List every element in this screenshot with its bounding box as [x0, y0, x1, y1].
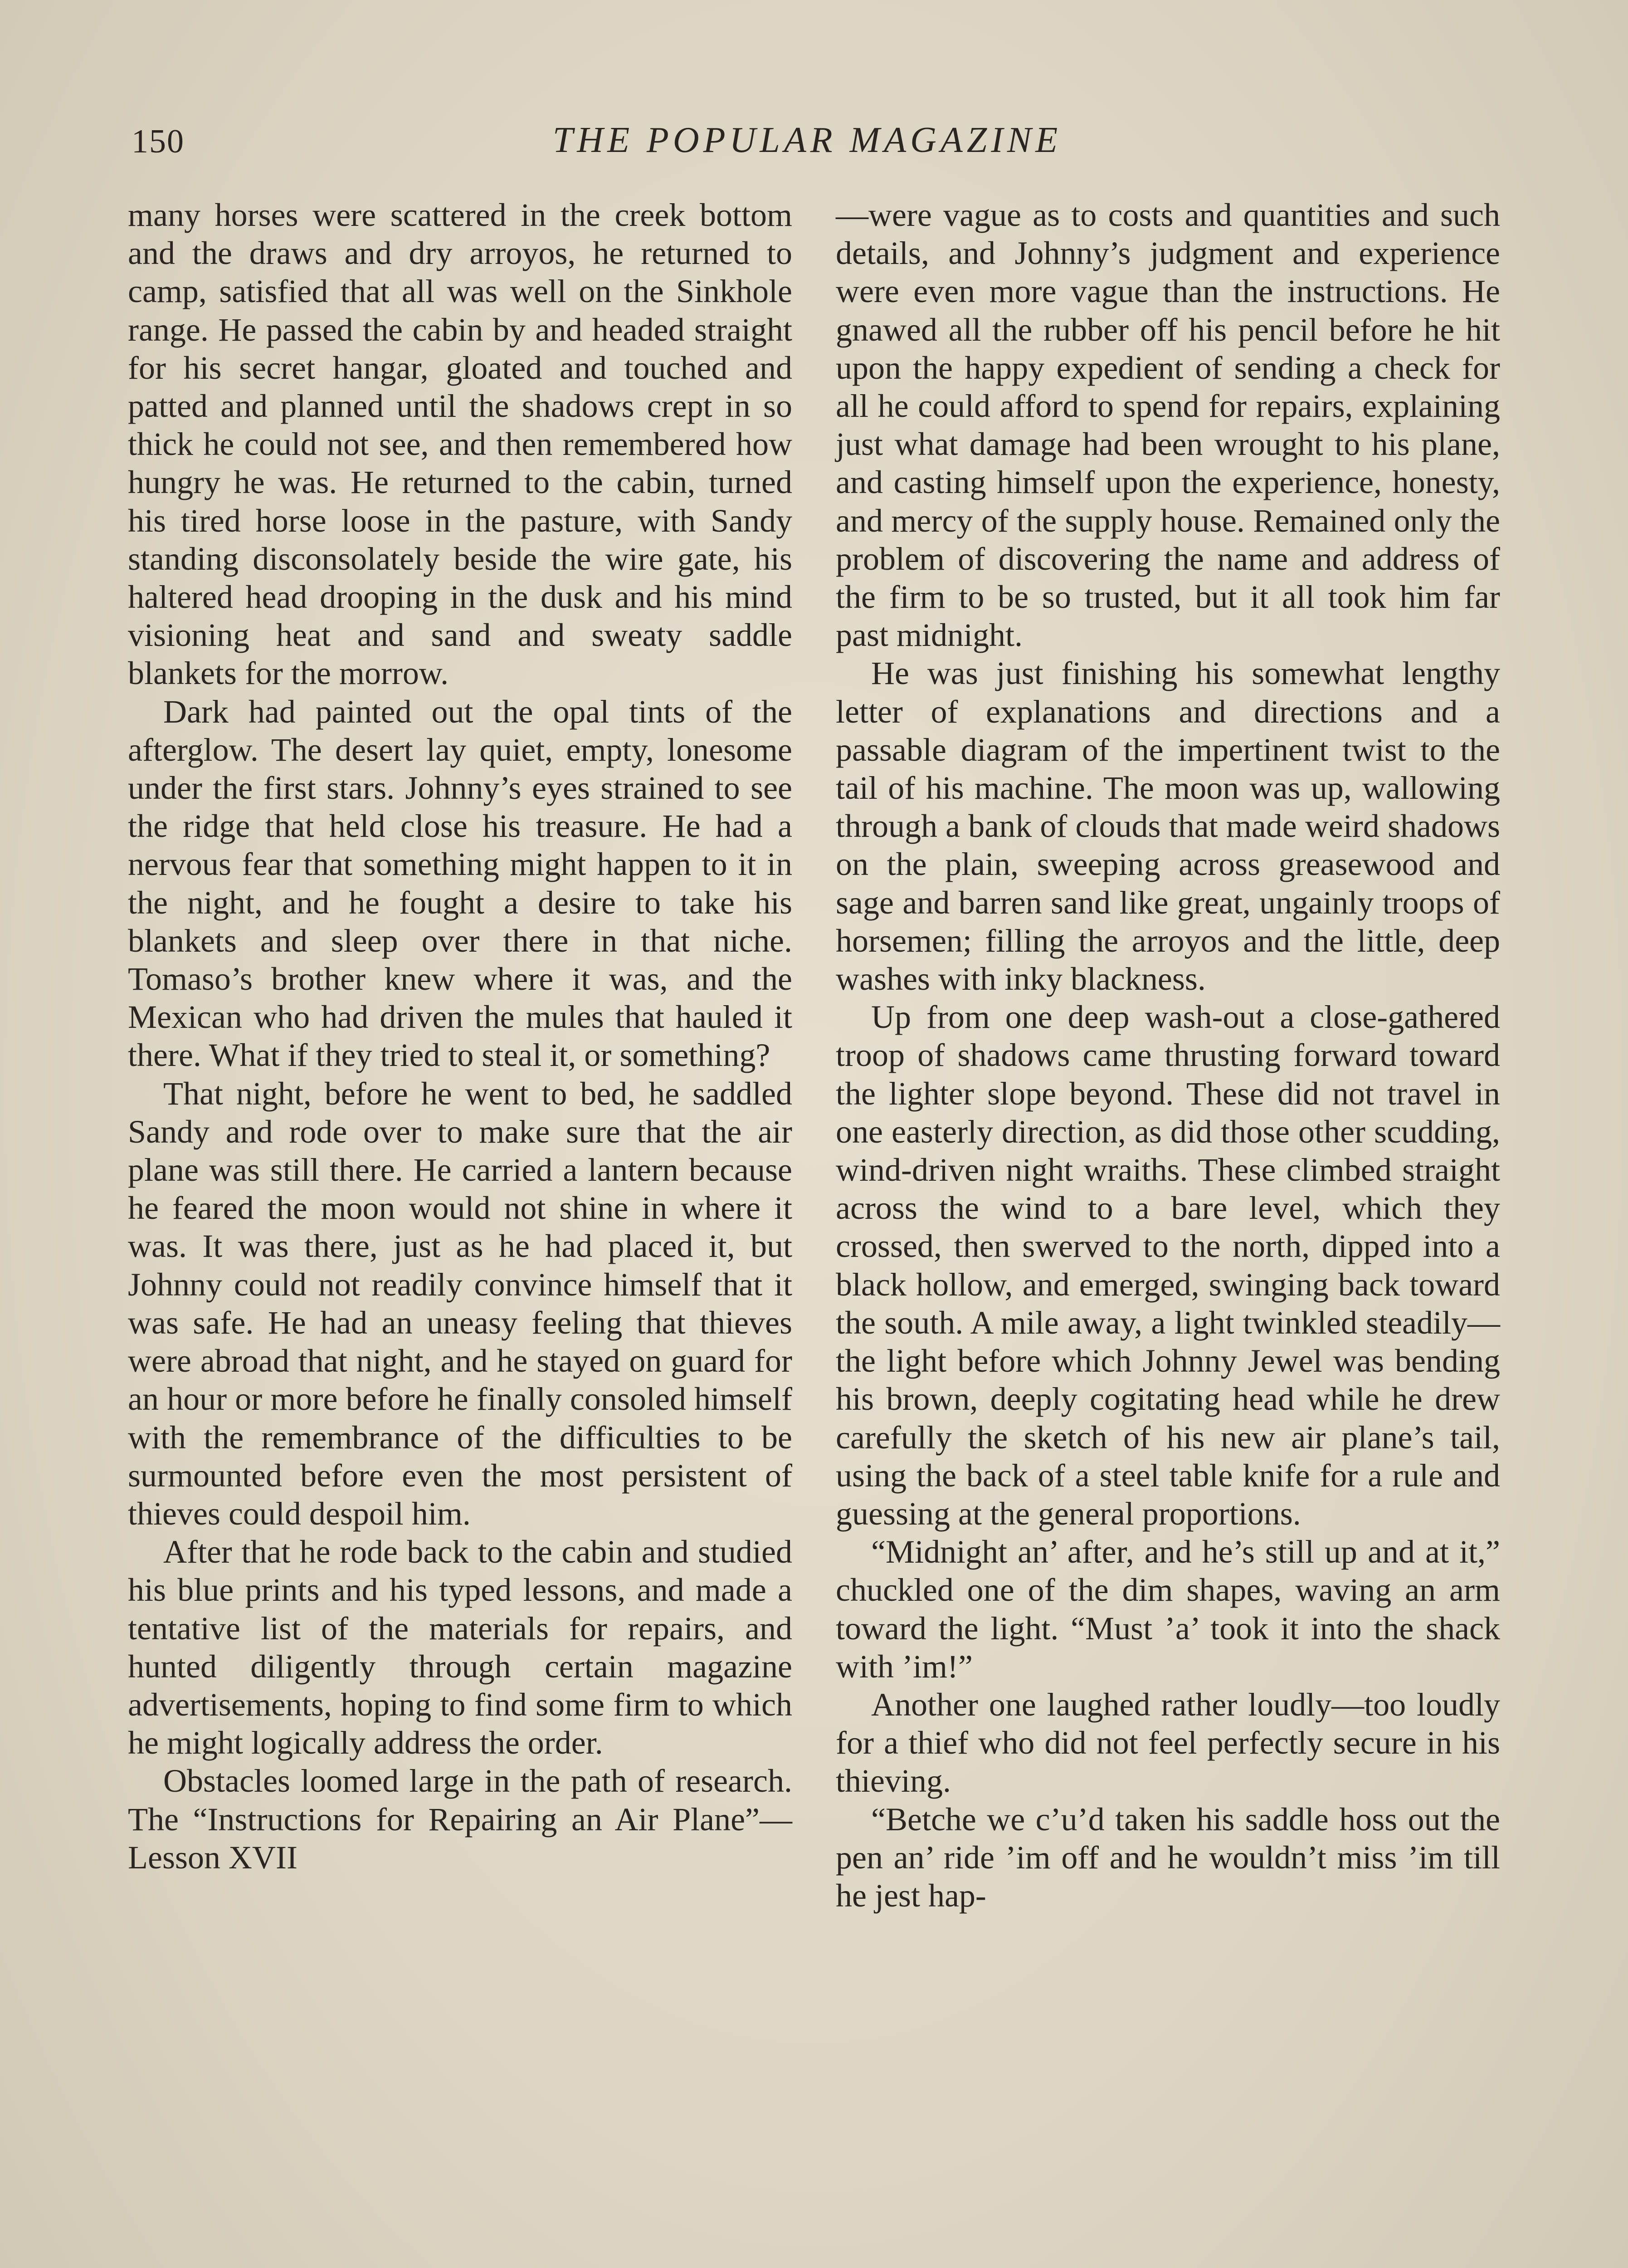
paragraph: He was just finishing his somewhat lengthy letter of explanations and directions and a passable diagram of the impertinent twist to the tail of his machine. The moon was up, wallowing through a bank of clouds that made weird shadows on the plain, sweeping across greasewood and sage and barren sand like great, ungainly troops of horsemen; filling the arroyos and the little, deep washes with inky blackness.	[836, 655, 1500, 997]
page-number: 150	[132, 123, 185, 160]
paragraph: Another one laughed rather loudly—too loudly for a thief who did not feel perfectly secure in his thieving.	[836, 1686, 1500, 1799]
paragraph: Up from one deep wash-out a close-gathered troop of shadows came thrusting forward toward the lighter slope beyond. These did not travel in one easterly direction, as did those other scudding, wind-driven night wraiths. These climbed straight across the wind to a bare level, which they crossed, then swerved to the north, dipped into a black hollow, and emerged, swinging back toward the south. A mile away, a light twinkled steadily—the light before which Johnny Jewel was bending his brown, deeply cogitating head while he drew carefully the sketch of his new air plane’s tail, using the back of a steel table knife for a rule and guessing at the general proportions.	[836, 999, 1500, 1532]
paragraph: —were vague as to costs and quantities and such details, and Johnny’s judgment and experience were even more vague than the instructions. He gnawed all the rubber off his pencil before he hit upon the happy expedient of sending a check for all he could afford to spend for repairs, explaining just what damage had been wrought to his plane, and casting himself upon the experience, honesty, and mercy of the supply house. Remained only the problem of discovering the name and address of the firm to be so trusted, but it all took him far past midnight.	[836, 197, 1500, 654]
left-column	[128, 196, 792, 1877]
right-column	[836, 196, 1500, 1915]
paragraph: many horses were scattered in the creek bottom and the draws and dry arroyos, he returned to camp, satisfied that all was well on the Sinkhole range. He passed the cabin by and headed straight for his secret hangar, gloated and touched and patted and planned until the shadows crept in so thick he could not see, and then remembered how hungry he was. He returned to the cabin, turned his tired horse loose in the pasture, with Sandy standing disconsolately beside the wire gate, his haltered head drooping in the dusk and his mind visioning heat and sand and sweaty saddle blankets for the morrow.	[128, 197, 792, 692]
paragraph: That night, before he went to bed, he saddled Sandy and rode over to make sure that the air plane was still there. He carried a lantern because he feared the moon would not shine in where it was. It was there, just as he had placed it, but Johnny could not readily convince himself that it was safe. He had an uneasy feeling that thieves were abroad that night, and he stayed on guard for an hour or more before he finally consoled himself with the remembrance of the difficulties to be surmounted before even the most persistent of thieves could despoil him.	[128, 1075, 792, 1532]
paragraph: “Midnight an’ after, and he’s still up and at it,” chuckled one of the dim shapes, waving an arm toward the light. “Must ’a’ took it into the shack with ’im!”	[836, 1534, 1500, 1685]
paragraph: “Betche we c’u’d taken his saddle hoss out the pen an’ ride ’im off and he wouldn’t miss ’im till he jest hap-	[836, 1801, 1500, 1914]
page-header	[118, 113, 1496, 168]
paragraph: After that he rode back to the cabin and studied his blue prints and his typed lessons, and made a tentative list of the materials for repairs, and hunted diligently through certain magazine advertisements, hoping to find some firm to which he might logically address the order.	[128, 1534, 792, 1761]
running-head: THE POPULAR MAGAZINE	[552, 120, 1062, 160]
paragraph: Dark had painted out the opal tints of the afterglow. The desert lay quiet, empty, lonesome under the first stars. Johnny’s eyes strained to see the ridge that held close his treasure. He had a nervous fear that something might happen to it in the night, and he fought a desire to take his blankets and sleep over there in that niche. Tomaso’s brother knew where it was, and the Mexican who had driven the mules that hauled it there. What if they tried to steal it, or something?	[128, 693, 792, 1074]
paragraph: Obstacles loomed large in the path of research. The “Instructions for Repairing an Air Plane”—Lesson XVII	[128, 1763, 792, 1876]
